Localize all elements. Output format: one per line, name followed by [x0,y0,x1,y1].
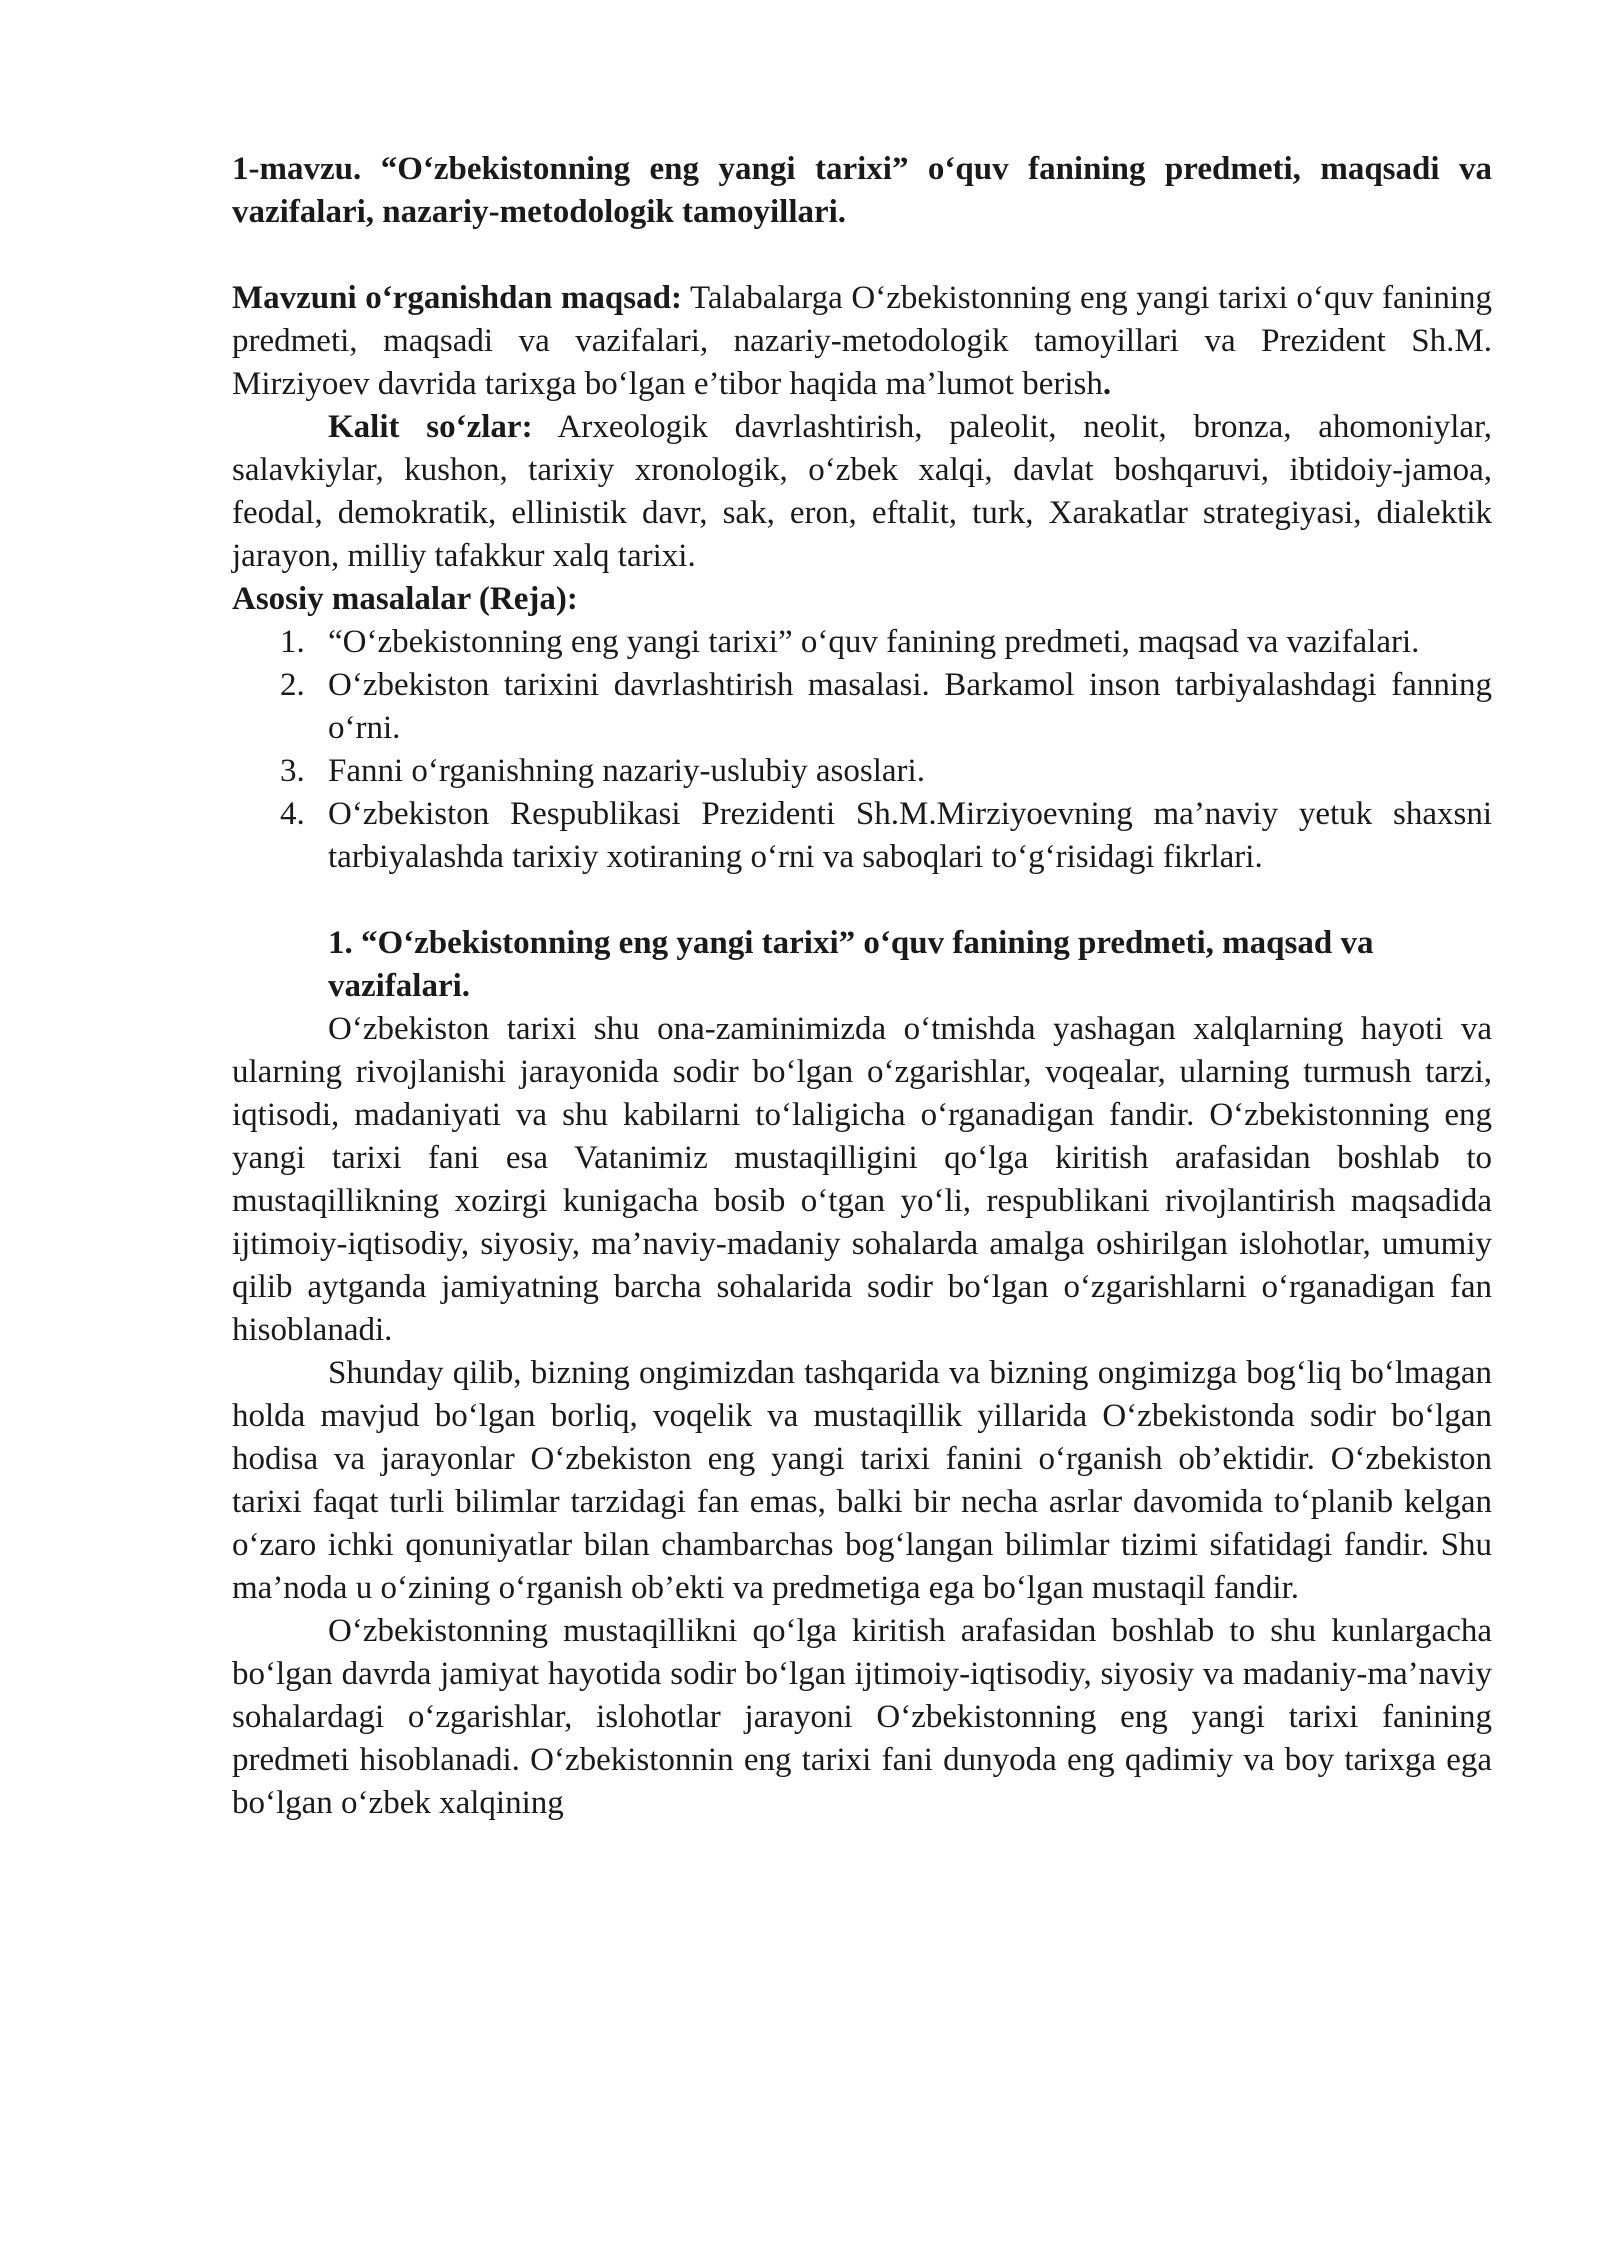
keywords-label: Kalit so‘zlar: [328,409,533,445]
keywords-text: Arxeologik davrlashtirish, paleolit, neolit, bronza, ahomoniylar, salavkiylar, kushon, tarixiy xronologik, o‘zbek xalqi, davlat boshqaruvi, ibtidoiy-jamoa, feodal, demokratik, ellinistik davr, sak, eron, eftalit, turk, Xarakatlar strategiyasi, dialektik jarayon, milliy tafakkur xalq tarixi. [232,409,1492,574]
plan-list [232,621,1492,879]
plan-item [280,621,1492,664]
plan-item-text: O‘zbekiston Respublikasi Prezidenti Sh.M.Mirziyoevning ma’naviy yetuk shaxsni tarbiyalashda tarixiy xotiraning o‘rni va saboqlari to‘g‘risidagi fikrlari. [328,796,1492,875]
plan-item-number: 2. [280,667,305,703]
goal-paragraph [232,277,1492,406]
plan-item [280,793,1492,879]
plan-item-text: Fanni o‘rganishning nazariy-uslubiy asoslari. [328,753,925,789]
plan-heading: Asosiy masalalar (Reja): [232,581,578,617]
goal-label: Mavzuni o‘rganishdan maqsad: [232,280,682,316]
spacer [232,879,1492,922]
body-paragraph: O‘zbekistonning mustaqillikni qo‘lga kiritish arafasidan boshlab to shu kunlargacha bo‘lgan davrda jamiyat hayotida sodir bo‘lgan ijtimoiy-iqtisodiy, siyosiy va madaniy-ma’naviy sohalardagi o‘zgarishlar, islohotlar jarayoni O‘zbekistonning eng yangi tarixi fanining predmeti hisoblanadi. O‘zbekistonnin eng tarixi fani dunyoda eng qadimiy va boy tarixga ega bo‘lgan o‘zbek xalqining [232,1613,1492,1821]
plan-item-text: O‘zbekiston tarixini davrlashtirish masalasi. Barkamol inson tarbiyalashdagi fanning o‘rni. [328,667,1492,746]
plan-item [280,664,1492,750]
spacer [232,234,1492,277]
section-heading: 1. “O‘zbekistonning eng yangi tarixi” o‘quv fanining predmeti, maqsad va vazifalari. [328,925,1374,1004]
plan-item-number: 4. [280,796,305,832]
body-paragraph: O‘zbekiston tarixi shu ona-zaminimizda o‘tmishda yashagan xalqlarning hayoti va ularning rivojlanishi jarayonida sodir bo‘lgan o‘zgarishlar, voqealar, ularning turmush tarzi, iqtisodi, madaniyati va shu kabilarni to‘laligicha o‘rganadigan fandir. O‘zbekistonning eng yangi tarixi fani esa Vatanimiz mustaqilligini qo‘lga kiritish arafasidan boshlab to mustaqillikning xozirgi kunigacha bosib o‘tgan yo‘li, respublikani rivojlantirish maqsadida ijtimoiy-iqtisodiy, siyosiy, ma’naviy-madaniy sohalarda amalga oshirilgan islohotlar, umumiy qilib aytganda jamiyatning barcha sohalarida sodir bo‘lgan o‘zgarishlarni o‘rganadigan fan hisoblanadi. [232,1011,1492,1348]
keywords-paragraph [232,406,1492,578]
goal-text: Talabalarga O‘zbekistonning eng yangi tarixi o‘quv fanining predmeti, maqsadi va vazifalari, nazariy-metodologik tamoyillari va Prezident Sh.M. Mirziyoev davrida tarixga bo‘lgan e’tibor haqida ma’lumot berish [232,280,1492,402]
plan-item-number: 3. [280,753,305,789]
document-page [232,148,1492,1825]
plan-item-number: 1. [280,624,305,660]
page-title: 1-mavzu. “O‘zbekistonning eng yangi tarixi” o‘quv fanining predmeti, maqsadi va vazifalari, nazariy-metodologik tamoyillari. [232,151,1492,230]
goal-end: . [1102,366,1112,402]
body-paragraph: Shunday qilib, bizning ongimizdan tashqarida va bizning ongimizga bog‘liq bo‘lmagan holda mavjud bo‘lgan borliq, voqelik va mustaqillik yillarida O‘zbekistonda sodir bo‘lgan hodisa va jarayonlar O‘zbekiston eng yangi tarixi fanini o‘rganish ob’ektidir. O‘zbekiston tarixi faqat turli bilimlar tarzidagi fan emas, balki bir necha asrlar davomida to‘planib kelgan o‘zaro ichki qonuniyatlar bilan chambarchas bog‘langan bilimlar tizimi sifatidagi fandir. Shu ma’noda u o‘zining o‘rganish ob’ekti va predmetiga ega bo‘lgan mustaqil fandir. [232,1355,1492,1606]
plan-item-text: “O‘zbekistonning eng yangi tarixi” o‘quv fanining predmeti, maqsad va vazifalari. [328,624,1420,660]
plan-item [280,750,1492,793]
